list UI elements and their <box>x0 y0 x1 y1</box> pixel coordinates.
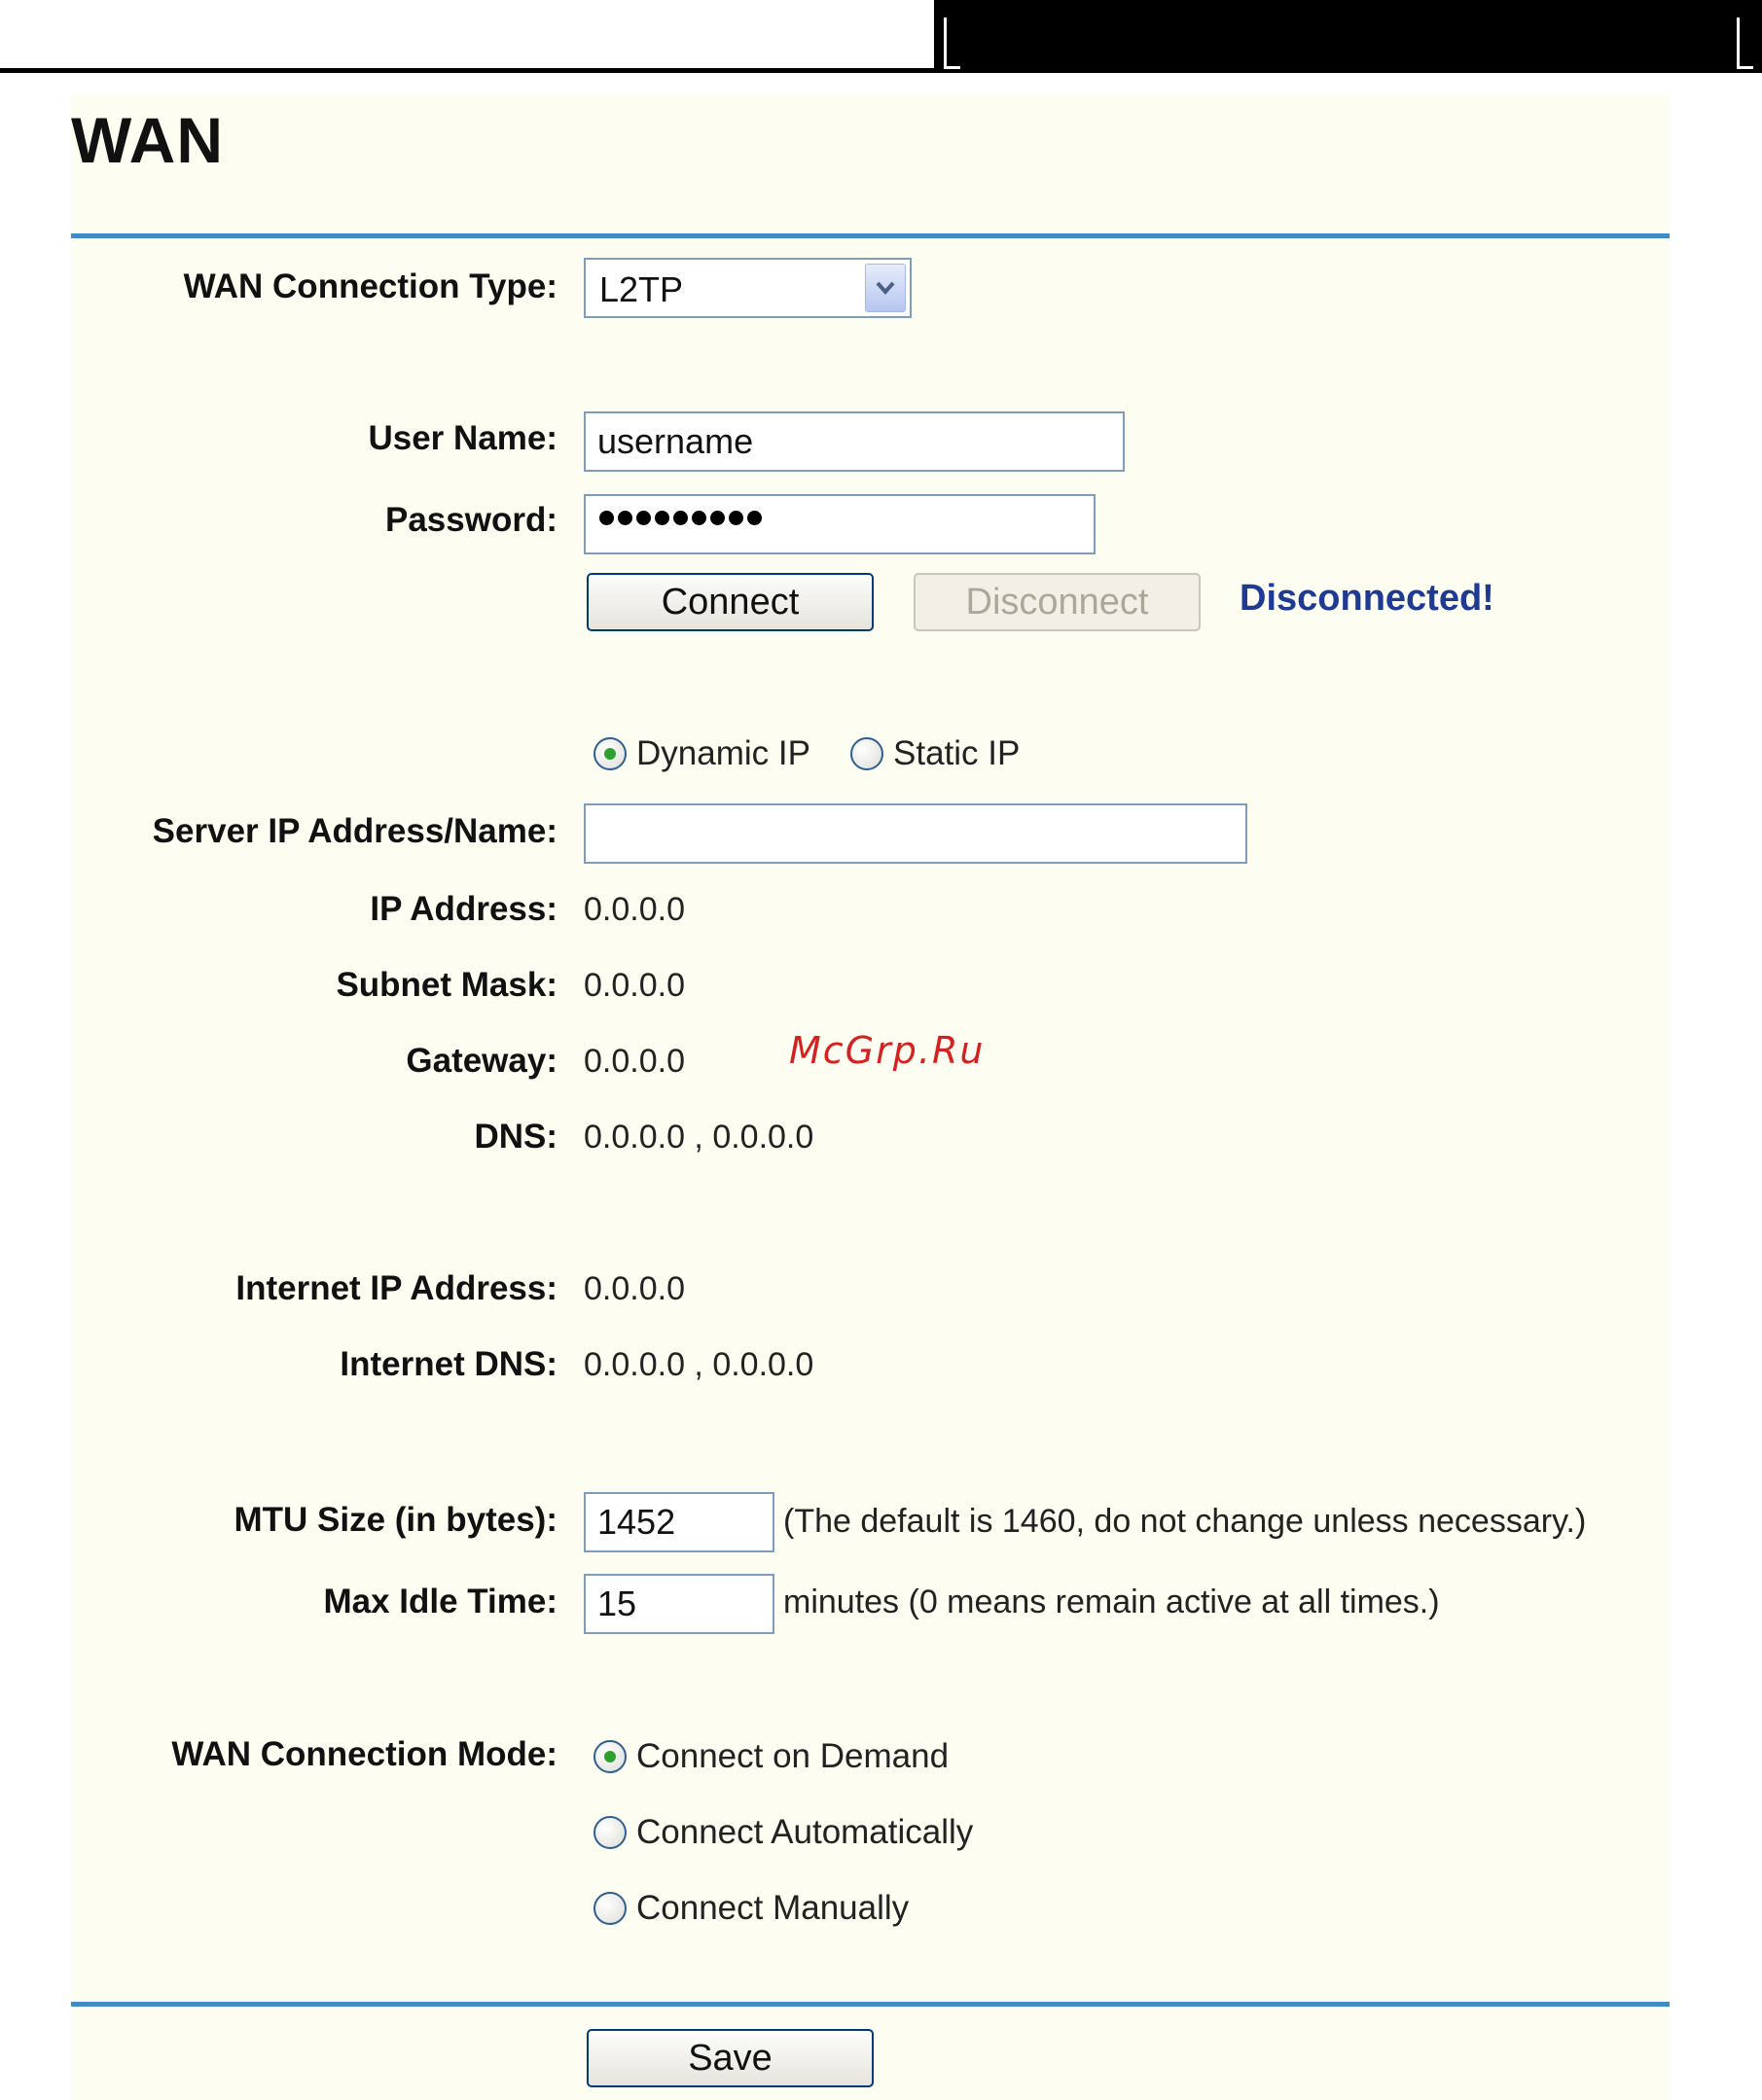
header-corner-mark-left <box>944 18 960 69</box>
radio-dynamic-ip-label: Dynamic IP <box>636 734 810 772</box>
dns-label: DNS: <box>474 1118 557 1156</box>
username-input[interactable] <box>584 411 1125 472</box>
gateway-label: Gateway: <box>406 1042 557 1080</box>
idle-time-input[interactable] <box>584 1574 774 1634</box>
connection-type-select[interactable] <box>584 258 912 318</box>
internet-dns-label: Internet DNS: <box>340 1345 557 1383</box>
radio-static-ip-label: Static IP <box>893 734 1021 772</box>
password-dot <box>636 511 651 525</box>
password-input[interactable] <box>584 494 1096 554</box>
password-dot <box>729 511 743 525</box>
radio-static-ip-button[interactable] <box>850 737 883 770</box>
connection-mode-label: WAN Connection Mode: <box>171 1735 557 1773</box>
disconnect-button[interactable]: Disconnect <box>914 573 1201 631</box>
internet-dns-value: 0.0.0.0 , 0.0.0.0 <box>584 1346 814 1383</box>
username-label: User Name: <box>368 419 557 457</box>
top-divider <box>71 233 1670 238</box>
mtu-hint: (The default is 1460, do not change unless necessary.) <box>783 1503 1587 1540</box>
mtu-input[interactable] <box>584 1492 774 1552</box>
chevron-down-icon[interactable] <box>865 264 906 312</box>
password-label: Password: <box>385 501 557 539</box>
radio-connect-automatically-button[interactable] <box>593 1816 627 1849</box>
page-title: WAN <box>71 104 224 176</box>
wan-settings-panel <box>71 95 1670 2100</box>
idle-time-hint: minutes (0 means remain active at all times.) <box>783 1584 1440 1620</box>
server-label: Server IP Address/Name: <box>152 812 557 850</box>
password-dot <box>599 511 614 525</box>
radio-connect-on-demand[interactable] <box>593 1737 949 1776</box>
ip-address-label: IP Address: <box>370 890 557 928</box>
radio-connect-automatically-label: Connect Automatically <box>636 1813 974 1851</box>
radio-connect-manually-button[interactable] <box>593 1892 627 1925</box>
radio-connect-on-demand-button[interactable] <box>593 1740 627 1773</box>
radio-dynamic-ip-button[interactable] <box>593 737 627 770</box>
radio-connect-automatically[interactable] <box>593 1813 973 1852</box>
idle-time-label: Max Idle Time: <box>323 1583 557 1620</box>
password-mask <box>599 511 762 525</box>
dns-value: 0.0.0.0 , 0.0.0.0 <box>584 1119 814 1156</box>
password-dot <box>710 511 725 525</box>
radio-connect-on-demand-label: Connect on Demand <box>636 1737 950 1775</box>
internet-ip-label: Internet IP Address: <box>235 1269 557 1307</box>
password-dot <box>747 511 762 525</box>
header-corner-mark-right <box>1737 18 1753 69</box>
password-dot <box>655 511 669 525</box>
password-dot <box>692 511 706 525</box>
internet-ip-value: 0.0.0.0 <box>584 1270 685 1307</box>
server-input[interactable] <box>584 803 1247 864</box>
watermark-text: McGrp.Ru <box>789 1029 986 1072</box>
password-dot <box>618 511 632 525</box>
subnet-mask-label: Subnet Mask: <box>336 966 557 1004</box>
save-button[interactable]: Save <box>587 2029 874 2087</box>
bottom-divider <box>71 2002 1670 2007</box>
connection-type-selected: L2TP <box>599 269 684 309</box>
header-bar-right <box>934 0 1762 73</box>
header-bar-left <box>0 68 934 73</box>
connection-status: Disconnected! <box>1240 578 1494 619</box>
connection-type-label: WAN Connection Type: <box>183 267 557 305</box>
gateway-value: 0.0.0.0 <box>584 1043 685 1080</box>
subnet-mask-value: 0.0.0.0 <box>584 967 685 1004</box>
radio-connect-manually[interactable] <box>593 1889 909 1928</box>
radio-static-ip[interactable] <box>850 734 1020 773</box>
ip-address-value: 0.0.0.0 <box>584 891 685 928</box>
radio-connect-manually-label: Connect Manually <box>636 1889 910 1927</box>
radio-dynamic-ip[interactable] <box>593 734 810 773</box>
connect-button[interactable]: Connect <box>587 573 874 631</box>
password-dot <box>673 511 688 525</box>
mtu-label: MTU Size (in bytes): <box>234 1501 557 1539</box>
